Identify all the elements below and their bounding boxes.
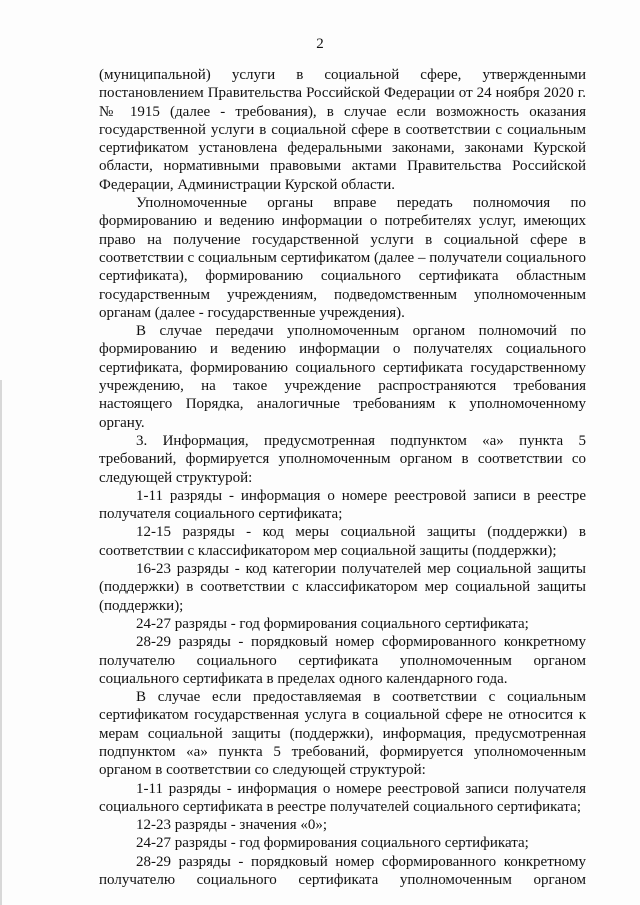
page-number: 2 bbox=[316, 36, 324, 52]
paragraph: (муниципальной) услуги в социальной сфере, утвержденными постановлением Правительства Российской Федерации от 24 ноября 2020 г. № 1915 (далее - требования), в случае если возможность оказания государственной услуги в социальной сфере в соответствии с социальным сертификатом установлена федеральными законами, законами Курской области, нормативными правовыми актами Правительства Российской Федерации, Администрации Курской области. bbox=[99, 67, 586, 193]
paragraph: Уполномоченные органы вправе передать полномочия по формированию и ведению информации о потребителях услуг, имеющих право на получение государственной услуги в социальной сфере в соответствии с социальным сертификатом (далее – получатели социального сертификата), формированию социального сертификата областным государственным учреждениям, подведомственным уполномоченным органам (далее - государственные учреждения). bbox=[99, 195, 586, 321]
list-item: 1-11 разряды - информация о номере реестровой записи получателя социального сертификата в реестре получателей социального сертификата; bbox=[99, 780, 586, 815]
list-item: 24-27 разряды - год формирования социального сертификата; bbox=[136, 835, 529, 852]
list-item: 28-29 разряды - порядковый номер сформированного конкретному получателю социального сертификата уполномоченным органом bbox=[99, 853, 586, 889]
list-item: 24-27 разряды - год формирования социального сертификата; bbox=[136, 615, 529, 632]
scan-edge-shadow bbox=[0, 380, 2, 905]
list-item: 28-29 разряды - порядковый номер сформированного конкретному получателю социального сертификата уполномоченным органом социального сертификата в пределах одного календарного года. bbox=[99, 634, 586, 687]
paragraph: 3. Информация, предусмотренная подпунктом «а» пункта 5 требований, формируется уполномоченным органом в соответствии со следующей структурой: bbox=[99, 432, 586, 486]
paragraph: В случае если предоставляемая в соответствии с социальным сертификатом государственная услуга в социальной сфере не относится к мерам социальной защиты (поддержки), информация, предусмотренная подпунктом «а» пункта 5 требований, формируется уполномоченным органом в соответствии со следующей структурой: bbox=[99, 689, 586, 779]
list-item: 1-11 разряды - информация о номере реестровой записи в реестре получателя социального сертификата; bbox=[99, 487, 586, 523]
list-item: 12-23 разряды - значения «0»; bbox=[136, 817, 328, 834]
document-body bbox=[99, 66, 586, 889]
paragraph: В случае передачи уполномоченным органом полномочий по формированию и ведению информации о получателях социального сертификата, формированию социального сертификата государственному учреждению, на такое учреждение распространяются требования настоящего Порядка, аналогичные требованиям к уполномоченному органу. bbox=[99, 323, 586, 431]
list-item: 12-15 разряды - код меры социальной защиты (поддержки) в соответствии с классификатором мер социальной защиты (поддержки); bbox=[99, 524, 586, 559]
list-item: 16-23 разряды - код категории получателей мер социальной защиты (поддержки) в соответствии с классификатором мер социальной защиты (поддержки); bbox=[99, 561, 586, 614]
